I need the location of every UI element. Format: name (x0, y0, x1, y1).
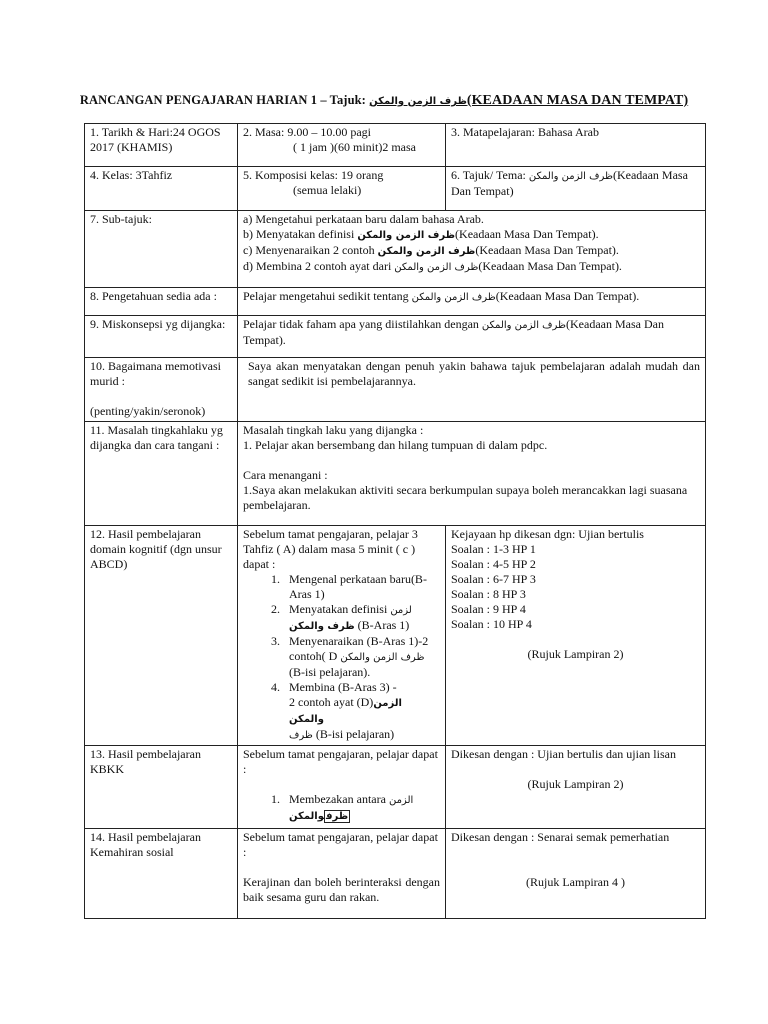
kbkk-outcome-arabic: الزمن (388, 795, 414, 806)
subtopic-b-suffix: (Keadaan Masa Dan Tempat). (455, 227, 599, 241)
misconception-suffix: (Keadaan Masa Dan Tempat). (243, 317, 664, 347)
outcome-2-arabic-2: ظرف والمكن (289, 621, 355, 632)
behaviour-label-cell (85, 422, 238, 526)
outcome-4-suffix: (B-isi pelajaran) (312, 727, 395, 741)
soalan-line: Soalan : 9 HP 4 (451, 602, 526, 616)
list-item (283, 602, 440, 634)
time-text: 2. Masa: 9.00 – 10.00 pagi (243, 125, 371, 139)
behaviour-problem: 1. Pelajar akan bersembang dan hilang tumpuan di dalam pdpc. (243, 438, 548, 452)
motivation-cell (238, 358, 706, 422)
soalan-line: Soalan : 8 HP 3 (451, 587, 526, 601)
reference-appendix: (Rujuk Lampiran 2) (527, 777, 624, 791)
list-item (283, 680, 440, 743)
table-row (85, 124, 706, 167)
outcome-3-arabic: ظرف الزمن والمكن (340, 652, 425, 663)
outcome-2-text: Menyatakan definisi (289, 602, 391, 616)
outcome-4-line2: 2 contoh ayat (D) (289, 695, 374, 709)
theme-arabic: ظرف الزمن والمكن (528, 171, 613, 182)
kbkk-label-cell (85, 746, 238, 829)
outcome-4-arabic-2: ظرف (289, 730, 313, 741)
table-row (85, 358, 706, 422)
subtopic-c-text: c) Menyenaraikan 2 contoh (243, 243, 378, 257)
kbkk-content-cell (238, 746, 446, 829)
social-text: Kerajinan dan boleh berinteraksi dengan baik sesama guru dan rakan. (243, 875, 440, 904)
social-assessment-text: Dikesan dengan : Senarai semak pemerhatian (451, 830, 670, 844)
subtopic-c-suffix: (Keadaan Masa Dan Tempat). (475, 243, 619, 257)
subtopic-b-text: b) Menyatakan definisi (243, 227, 358, 241)
theme-cell (446, 167, 706, 211)
outcome-4-text: Membina (B-Aras 3) - (289, 680, 397, 694)
reference-appendix: (Rujuk Lampiran 4 ) (526, 875, 625, 889)
outcome-2-suffix: (B-Aras 1) (354, 618, 410, 632)
table-row (85, 829, 706, 919)
subtopic-c (243, 243, 700, 259)
kbkk-assessment-text: Dikesan dengan : Ujian bertulis dan ujian lisan (451, 747, 676, 761)
soalan-line: Soalan : 1-3 HP 1 (451, 542, 536, 556)
subtopic-content-cell (238, 211, 706, 288)
motivation-sublabel: (penting/yakin/seronok) (90, 404, 206, 418)
cognitive-content-cell (238, 526, 446, 746)
list-item (283, 634, 440, 680)
subtopic-label-cell (85, 211, 238, 288)
outcome-3-text: Menyenaraikan (B-Aras 1)-2 contoh( D (289, 634, 429, 663)
time-cell (238, 124, 446, 167)
outcome-4-arabic: الزمن والمكن (289, 698, 402, 725)
behaviour-heading: Masalah tingkah laku yang dijangka : (243, 423, 424, 437)
social-content-cell (238, 829, 446, 919)
cognitive-label-cell (85, 526, 238, 746)
subtopic-d-text: d) Membina 2 contoh ayat dari (243, 259, 395, 273)
kbkk-label: 13. Hasil pembelajaran KBKK (90, 747, 201, 776)
subtopic-label: 7. Sub-tajuk: (90, 212, 152, 226)
composition-cell (238, 167, 446, 211)
motivation-label-cell (85, 358, 238, 422)
title-arabic: ظرف الزمن والمكن (369, 96, 467, 107)
misconception-label: 9. Miskonsepsi yg dijangka: (90, 317, 226, 331)
title-suffix: (KEADAAN MASA DAN TEMPAT) (466, 93, 689, 108)
social-label-cell (85, 829, 238, 919)
table-row (85, 167, 706, 211)
outcome-1-text: Mengenal perkataan baru(B-Aras 1) (289, 572, 427, 601)
kbkk-outcomes-list (243, 792, 440, 824)
behaviour-label: 11. Masalah tingkahlaku yg dijangka dan cara tangani : (90, 423, 223, 452)
theme-prefix: 6. Tajuk/ Tema: (451, 168, 529, 182)
kbkk-outcome-text: Membezakan antara (289, 792, 389, 806)
table-row (85, 288, 706, 316)
composition-text: 5. Komposisi kelas: 19 orang (243, 168, 384, 182)
prior-knowledge-suffix: (Keadaan Masa Dan Tempat). (495, 289, 640, 303)
handling-text: 1.Saya akan melakukan aktiviti secara berkumpulan supaya boleh merancakkan lagi suasana pembelajaran. (243, 483, 688, 512)
prior-knowledge-cell (238, 288, 706, 316)
misconception-arabic: ظرف الزمن والمكن (481, 320, 567, 331)
subtopic-d-arabic: ظرف الزمن والمكن (394, 262, 479, 273)
table-row (85, 746, 706, 829)
outcome-2-arabic: لزمن (390, 605, 412, 616)
subject-cell (446, 124, 706, 167)
table-row (85, 526, 706, 746)
cognitive-intro: Sebelum tamat pengajaran, pelajar 3 Tahfiz ( A) dalam masa 5 minit ( c ) dapat : (243, 527, 418, 571)
table-row (85, 316, 706, 358)
subtopic-b (243, 227, 700, 243)
lesson-plan-table (84, 123, 706, 919)
subtopic-c-arabic: ظرف الزمن والمكن (377, 246, 476, 257)
social-assessment-cell (446, 829, 706, 919)
cognitive-outcomes-list (243, 572, 440, 743)
date-day-text: 1. Tarikh & Hari:24 OGOS 2017 (KHAMIS) (90, 125, 221, 154)
misconception-label-cell (85, 316, 238, 358)
soalan-line: Soalan : 4-5 HP 2 (451, 557, 536, 571)
social-label: 14. Hasil pembelajaran Kemahiran sosial (90, 830, 201, 859)
assessment-title: Kejayaan hp dikesan dgn: Ujian bertulis (451, 527, 644, 541)
social-intro: Sebelum tamat pengajaran, pelajar dapat : (243, 830, 438, 859)
soalan-line: Soalan : 6-7 HP 3 (451, 572, 536, 586)
composition-note: (semua lelaki) (293, 183, 362, 197)
class-cell (85, 167, 238, 211)
misconception-cell (238, 316, 706, 358)
prior-knowledge-arabic: ظرف الزمن والمكن (411, 292, 496, 303)
title-prefix: RANCANGAN PENGAJARAN HARIAN 1 – Tajuk: (79, 93, 370, 107)
theme-suffix: (Keadaan Masa Dan Tempat) (451, 168, 688, 198)
outcome-3-suffix: (B-isi pelajaran). (289, 665, 371, 679)
cognitive-label: 12. Hasil pembelajaran domain kognitif (dgn unsur ABCD) (90, 527, 222, 571)
motivation-text: Saya akan menyatakan dengan penuh yakin bahawa tajuk pembelajaran adalah mudah dan sangat sedikit isi pembelajarannya. (248, 359, 700, 388)
motivation-label: 10. Bagaimana memotivasi murid : (90, 359, 221, 388)
reference-appendix: (Rujuk Lampiran 2) (527, 647, 624, 661)
prior-knowledge-label-cell (85, 288, 238, 316)
table-row (85, 211, 706, 288)
misconception-text: Pelajar tidak faham apa yang diistilahkan dengan (243, 317, 482, 331)
kbkk-outcome-arabic-2: ظرف (325, 811, 349, 822)
behaviour-cell (238, 422, 706, 526)
table-row (85, 422, 706, 526)
subtopic-a: a) Mengetahui perkataan baru dalam bahasa Arab. (243, 212, 484, 226)
class-text: 4. Kelas: 3Tahfiz (90, 168, 173, 182)
prior-knowledge-text: Pelajar mengetahui sedikit tentang (243, 289, 412, 303)
list-item (283, 572, 440, 602)
prior-knowledge-label: 8. Pengetahuan sedia ada : (90, 289, 217, 303)
subtopic-d (243, 259, 700, 275)
subtopic-b-arabic: ظرف الزمن والمكن (357, 230, 456, 241)
duration-text: ( 1 jam )(60 minit)2 masa (293, 140, 416, 154)
list-item (283, 792, 440, 824)
kbkk-intro: Sebelum tamat pengajaran, pelajar dapat : (243, 747, 438, 776)
handling-heading: Cara menangani : (243, 468, 328, 482)
cognitive-assessment-cell (446, 526, 706, 746)
subject-text: 3. Matapelajaran: Bahasa Arab (451, 125, 599, 139)
soalan-line: Soalan : 10 HP 4 (451, 617, 532, 631)
kbkk-outcome-arabic-3: والمكن (289, 811, 324, 822)
subtopic-d-suffix: (Keadaan Masa Dan Tempat). (478, 259, 622, 273)
document-title (0, 93, 768, 109)
date-cell (85, 124, 238, 167)
kbkk-assessment-cell (446, 746, 706, 829)
